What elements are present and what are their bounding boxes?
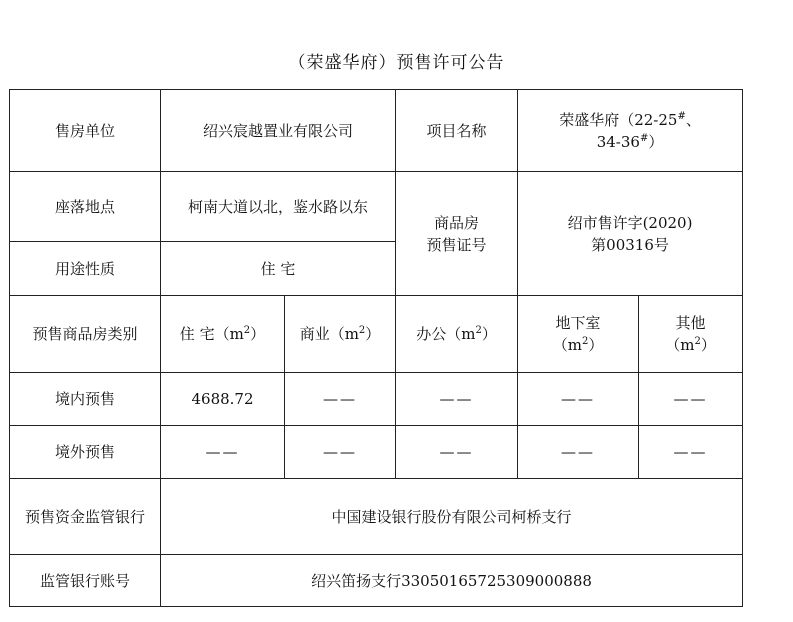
sup-2: 2 (243, 325, 251, 336)
project-sup2: # (639, 132, 649, 144)
col-office (396, 296, 518, 373)
table-row (10, 296, 743, 373)
col-other (639, 296, 743, 373)
sup-2: 2 (581, 336, 589, 347)
col-residential-text: 住 宅（m (179, 325, 244, 343)
project-sup1: # (677, 110, 686, 122)
table-row (10, 373, 743, 426)
project-value (518, 90, 743, 172)
account-value: 绍兴笛扬支行33050165725309000888 (161, 555, 743, 607)
table-row (10, 172, 743, 242)
close-paren: ） (700, 336, 716, 354)
col-office-text: 办公（m (416, 325, 476, 343)
usage-label: 用途性质 (10, 242, 161, 296)
page-title: （荣盛华府）预售许可公告 (288, 53, 505, 73)
domestic-commercial: —— (285, 373, 396, 426)
project-close: ） (648, 132, 664, 151)
table-row (10, 90, 743, 172)
project-label: 项目名称 (396, 90, 518, 172)
domestic-other: —— (639, 373, 743, 426)
sup-2: 2 (358, 325, 366, 336)
col-commercial-text: 商业（m (299, 325, 359, 343)
project-name-part2: 34-36 (596, 132, 640, 151)
close-paren: ） (365, 325, 381, 343)
usage-value: 住 宅 (161, 242, 396, 296)
foreign-commercial: —— (285, 426, 396, 479)
table-row (10, 426, 743, 479)
domestic-basement: —— (518, 373, 639, 426)
permit-label-line1: 商品房 (434, 213, 480, 232)
col-basement (518, 296, 639, 373)
sup-2: 2 (475, 325, 482, 336)
table-row (10, 479, 743, 555)
permit-value-line2: 第00316号 (591, 235, 669, 254)
bank-label: 预售资金监管银行 (10, 479, 161, 555)
permit-value-line1: 绍市售许字(2020) (567, 213, 693, 232)
col-commercial (285, 296, 396, 373)
col-basement-line2: （m (552, 336, 582, 354)
domestic-residential: 4688.72 (161, 373, 285, 426)
close-paren: ） (481, 325, 497, 343)
seller-value: 绍兴宸越置业有限公司 (161, 90, 396, 172)
permit-table (9, 89, 743, 607)
seller-label: 售房单位 (10, 90, 161, 172)
permit-label (396, 172, 518, 296)
project-name-part1: 荣盛华府（22-25 (559, 110, 678, 129)
foreign-label: 境外预售 (10, 426, 161, 479)
col-residential (161, 296, 285, 373)
foreign-other: —— (639, 426, 743, 479)
account-label: 监管银行账号 (10, 555, 161, 607)
col-other-line1: 其他 (675, 314, 706, 332)
permit-label-line2: 预售证号 (426, 235, 487, 254)
project-sep: 、 (685, 110, 701, 129)
table-row (10, 555, 743, 607)
category-label: 预售商品房类别 (10, 296, 161, 373)
location-label: 座落地点 (10, 172, 161, 242)
bank-value: 中国建设银行股份有限公司柯桥支行 (161, 479, 743, 555)
permit-value (518, 172, 743, 296)
location-value: 柯南大道以北，鉴水路以东 (161, 172, 396, 242)
close-paren: ） (250, 325, 266, 343)
domestic-label: 境内预售 (10, 373, 161, 426)
col-other-line2: （m (665, 336, 695, 354)
foreign-residential: —— (161, 426, 285, 479)
foreign-basement: —— (518, 426, 639, 479)
col-basement-line1: 地下室 (555, 314, 601, 332)
foreign-office: —— (396, 426, 518, 479)
close-paren: ） (588, 336, 604, 354)
domestic-office: —— (396, 373, 518, 426)
sup-2: 2 (694, 336, 701, 347)
